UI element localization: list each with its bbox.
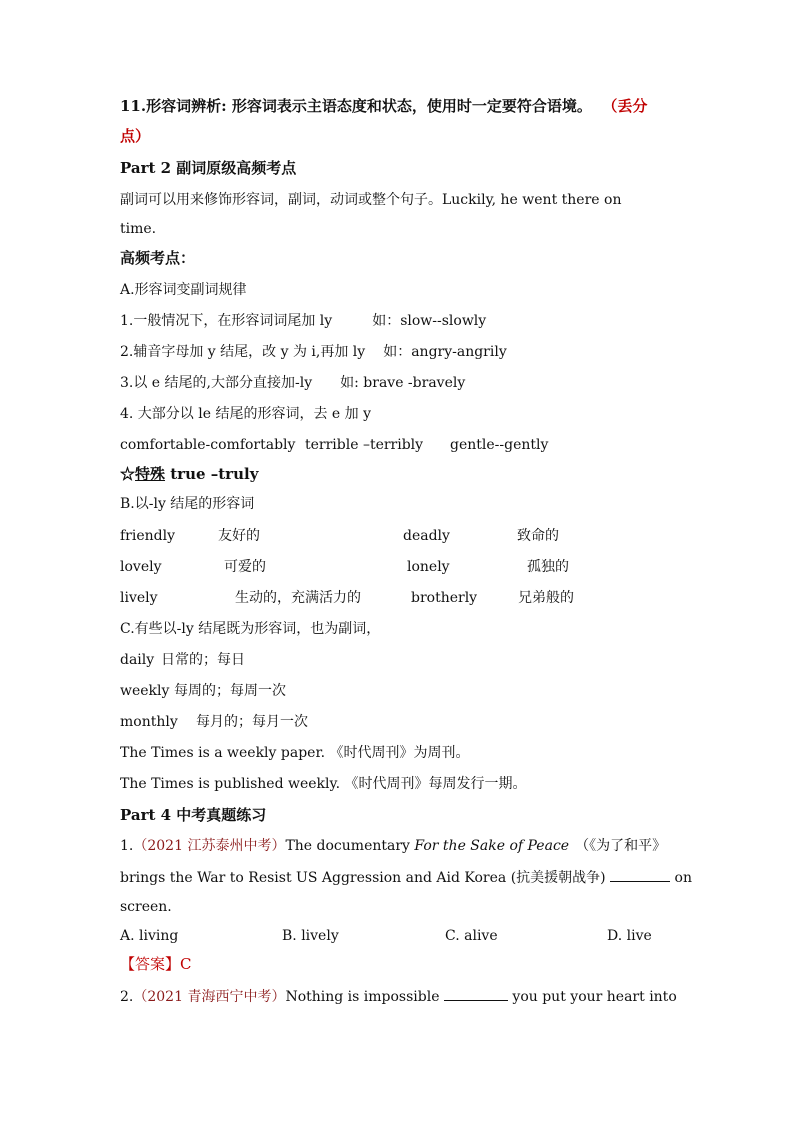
b-row1-word2: deadly [403, 528, 450, 544]
q2-source: （2021 青海西宁中考） [133, 989, 286, 1005]
b-row1-meaning1: 友好的 [218, 528, 260, 544]
rule-2-text: 2.辅音字母加 y 结尾，改 y 为 i,再加 ly [120, 344, 366, 360]
rule-2-example: 如：angry-angrily [383, 344, 507, 360]
question-1-line1 [120, 836, 666, 856]
rule-3-example: 如: brave -bravely [340, 375, 466, 391]
q2-blank [444, 986, 508, 1001]
heading-11-text: 11.形容词辨析: 形容词表示主语态度和状态，使用时一定要符合语境。 [120, 97, 592, 115]
star-icon: ☆ [120, 465, 136, 483]
q1-option-d: D. live [607, 928, 652, 944]
heading-11-line2: 点） [120, 127, 151, 145]
rule-4: 4. 大部分以 le 结尾的形容词，去 e 加 y [120, 406, 372, 422]
q1-source: （2021 江苏泰州中考） [133, 838, 286, 854]
b-row3-word2: brotherly [411, 590, 478, 606]
q1-option-b: B. lively [282, 928, 339, 944]
rule-3-text: 3.以 e 结尾的,大部分直接加-ly [120, 375, 313, 391]
c-row1-word: daily [120, 652, 155, 668]
answer-label: 【答案】 [120, 955, 181, 973]
b-row3-meaning1: 生动的，充满活力的 [235, 590, 361, 606]
rule-4-example-2: terrible –terribly [305, 437, 424, 453]
q1-line2-text: brings the War to Resist US Aggression and Aid Korea (抗美援朝战争) [120, 870, 611, 886]
q1-answer [120, 954, 192, 974]
q1-text-a: The documentary [285, 838, 415, 854]
c-row1-meaning: 日常的；每日 [161, 652, 245, 668]
b-row2-word2: lonely [407, 559, 450, 575]
rule-1-example: 如：slow--slowly [372, 313, 487, 329]
q1-blank [610, 867, 670, 882]
example-sentence-1: The Times is a weekly paper. 《时代周刊》为周刊。 [120, 745, 470, 761]
b-row3-meaning2: 兄弟般的 [518, 590, 574, 606]
question-2-line1 [120, 986, 677, 1007]
q2-number: 2. [120, 989, 134, 1005]
example-sentence-2: The Times is published weekly. 《时代周刊》每周发行一期。 [120, 776, 527, 792]
q1-option-c: C. alive [445, 928, 498, 944]
question-1-line3: screen. [120, 899, 172, 915]
c-row3-meaning: 每月的；每月一次 [196, 714, 308, 730]
q1-film-title: For the Sake of Peace [414, 838, 570, 854]
b-row2-meaning2: 孤独的 [527, 559, 569, 575]
part2-intro-line2: time. [120, 221, 157, 237]
section-b-title: B.以-ly 结尾的形容词 [120, 496, 255, 512]
c-row2-word: weekly [120, 683, 170, 699]
rule-1 [120, 311, 486, 331]
rule-3 [120, 373, 465, 393]
part4-title: Part 4 中考真题练习 [120, 806, 267, 824]
q1-option-a: A. living [120, 928, 179, 944]
q1-number: 1. [120, 838, 134, 854]
rule-4-example-3: gentle--gently [450, 437, 549, 453]
q2-text-b: you put your heart into [507, 989, 677, 1005]
part2-intro-line1: 副词可以用来修饰形容词，副词，动词或整个句子。Luckily, he went there on [120, 192, 622, 208]
points-title: 高频考点： [120, 249, 196, 267]
heading-11-red-note: （丢分 [609, 97, 648, 115]
rule-2 [120, 342, 507, 362]
special-label: 特殊 [135, 465, 166, 483]
c-row3-word: monthly [120, 714, 178, 730]
answer-value: C [180, 955, 192, 973]
b-row2-word1: lovely [120, 559, 162, 575]
q1-text-b: （《为了和平》 [575, 838, 667, 854]
section-c-title: C.有些以-ly 结尾既为形容词，也为副词， [120, 621, 381, 637]
c-row2-meaning: 每周的；每周一次 [174, 683, 286, 699]
special-example: true –truly [165, 465, 259, 483]
special-case [120, 464, 258, 484]
rule-1-text: 1.一般情况下，在形容词词尾加 ly [120, 313, 333, 329]
section-a-title: A.形容词变副词规律 [120, 282, 247, 298]
part2-title: Part 2 副词原级高频考点 [120, 159, 297, 177]
rule-4-example-1: comfortable-comfortably [120, 437, 296, 453]
heading-11-line1 [120, 96, 647, 116]
b-row1-word1: friendly [120, 528, 176, 544]
question-1-line2 [120, 867, 692, 888]
b-row2-meaning1: 可爱的 [224, 559, 266, 575]
b-row3-word1: lively [120, 590, 158, 606]
q1-line2-end: on [670, 870, 692, 886]
b-row1-meaning2: 致命的 [517, 528, 559, 544]
q2-text-a: Nothing is impossible [285, 989, 444, 1005]
